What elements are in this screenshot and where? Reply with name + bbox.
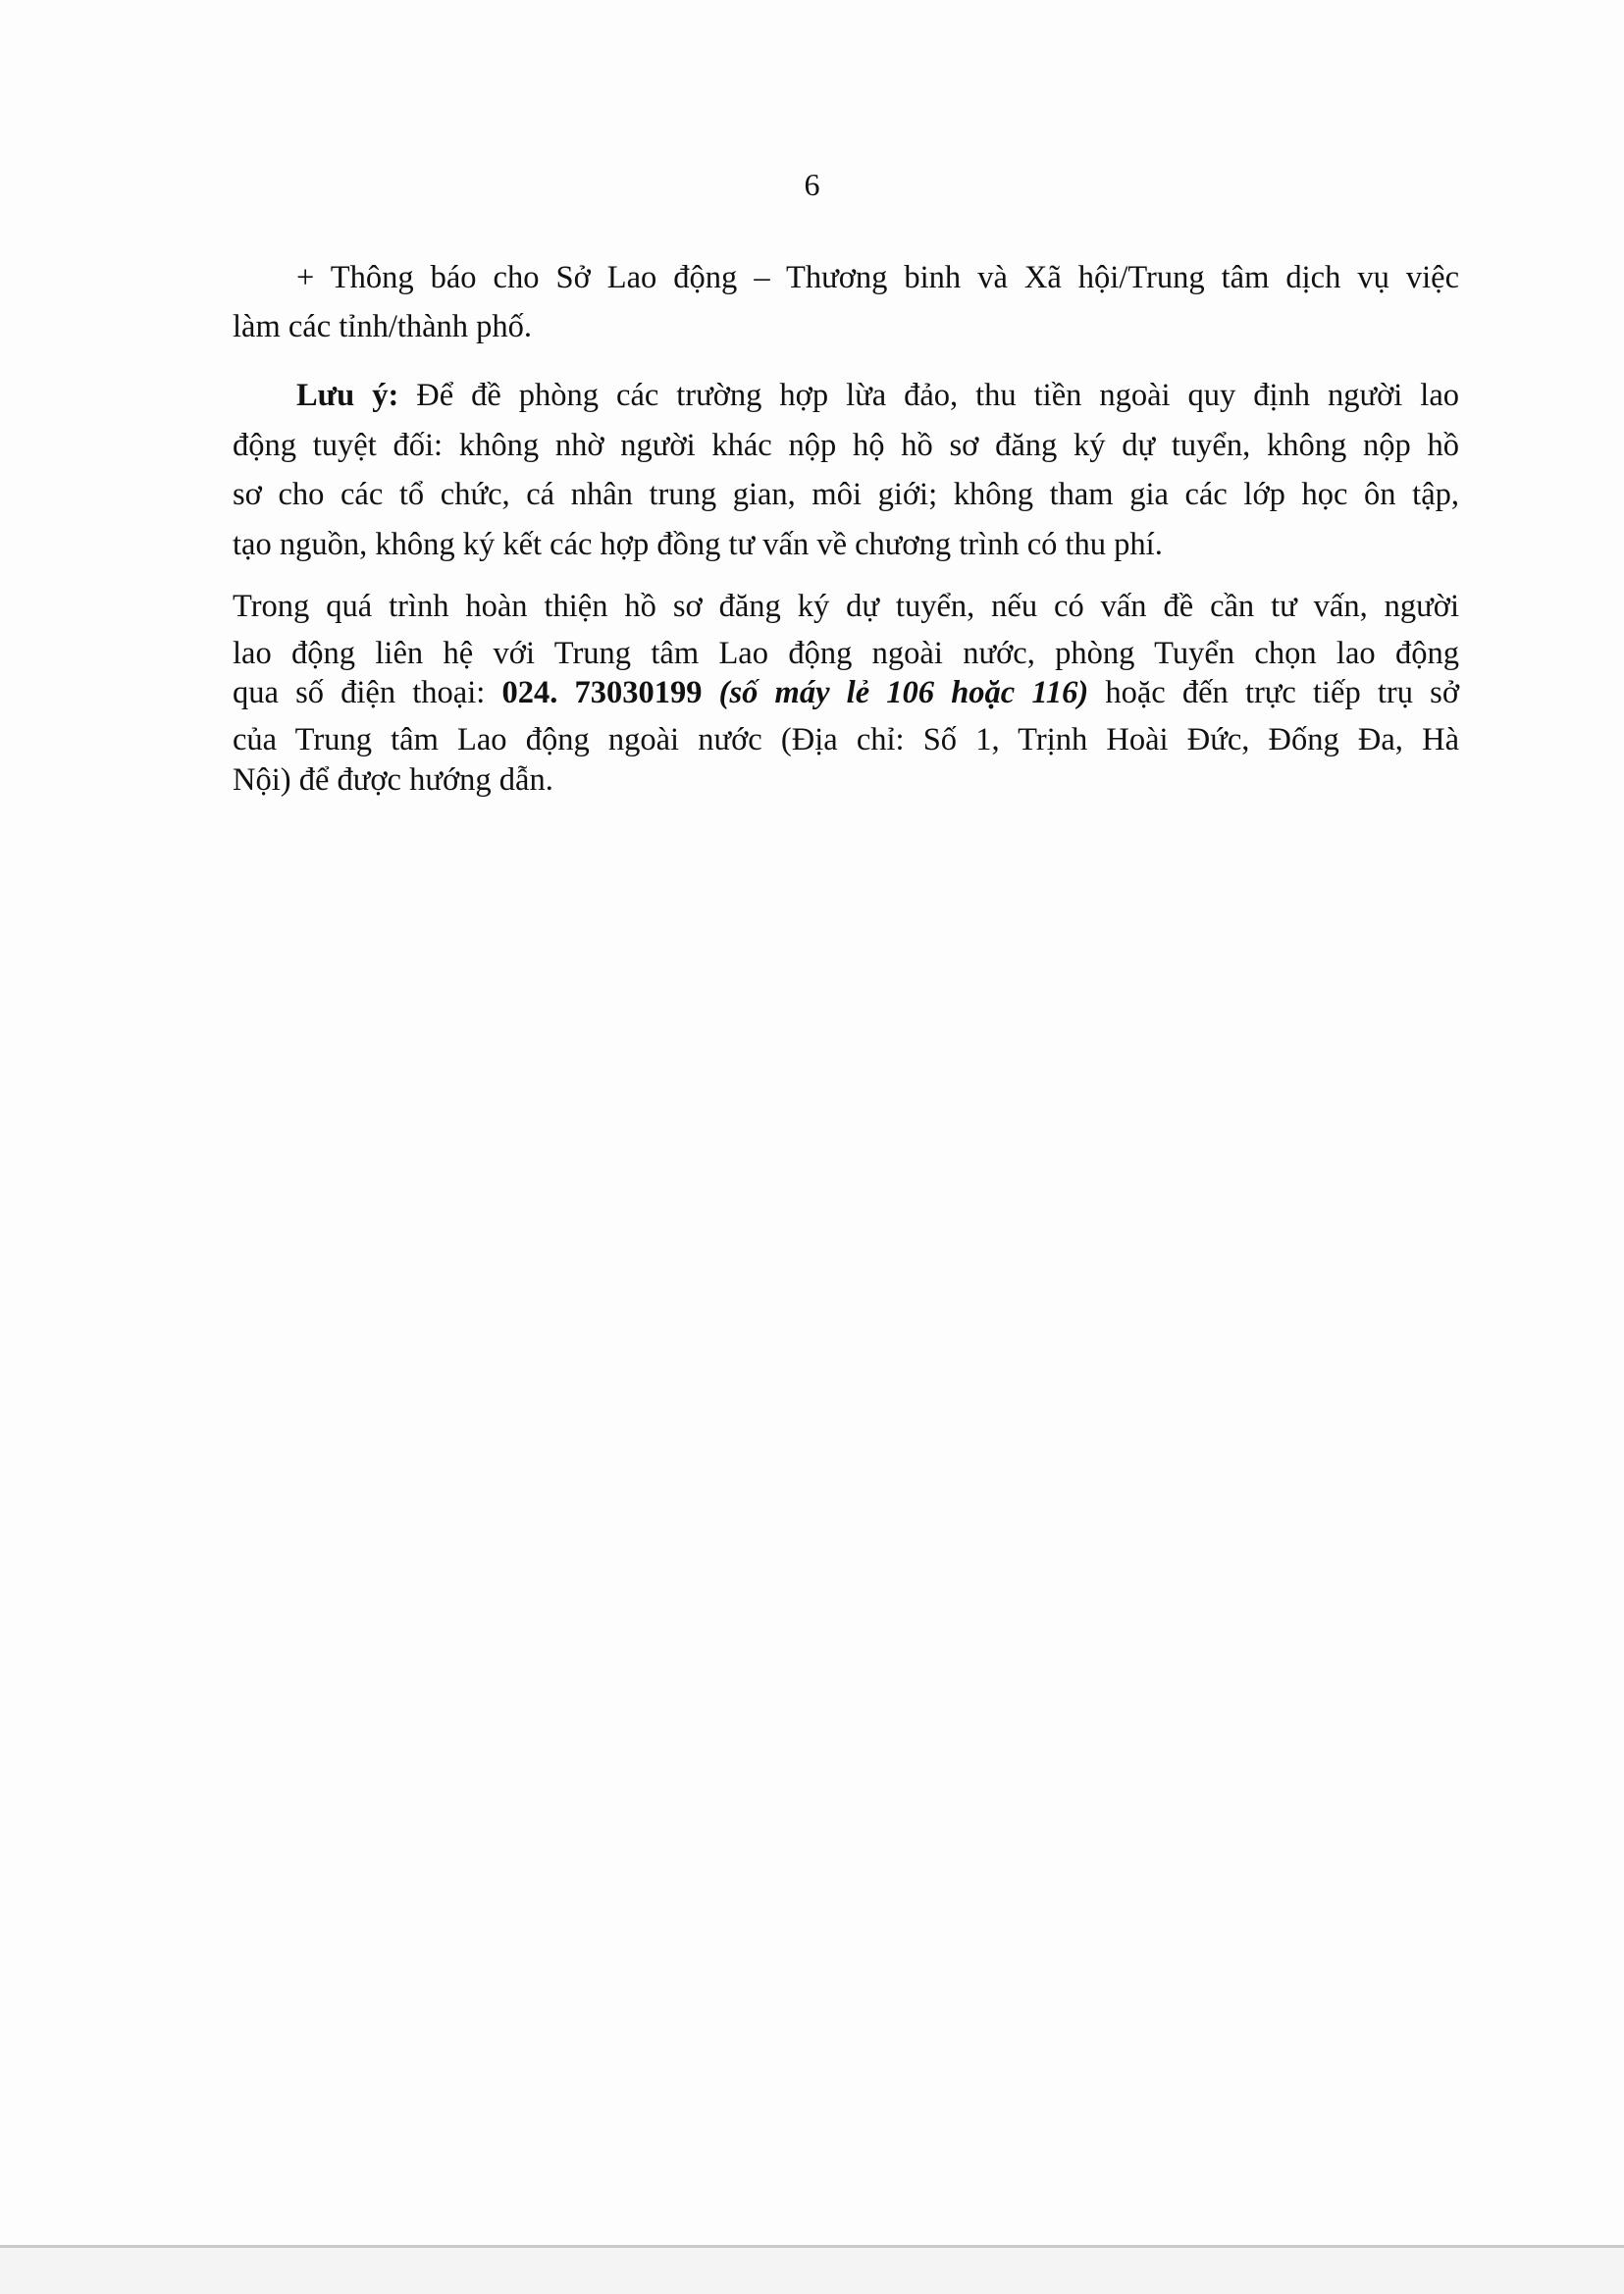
paragraph-1-line-2: làm các tỉnh/thành phố. — [233, 309, 533, 344]
paragraph-3-line-5: Nội) để được hướng dẫn. — [233, 762, 553, 798]
paragraph-3-line-3 — [233, 673, 1459, 712]
paragraph-3-line-4: của Trung tâm Lao động ngoài nước (Địa chỉ: Số 1, Trịnh Hoài Đức, Đống Đa, Hà — [233, 722, 1459, 757]
paragraph-3-line-1: Trong quá trình hoàn thiện hồ sơ đăng ký dự tuyển, nếu có vấn đề cần tư vấn, người — [233, 589, 1459, 624]
phone-number: 024. 73030199 — [501, 675, 703, 710]
paragraph-2-line-2: động tuyệt đối: không nhờ người khác nộp hộ hồ sơ đăng ký dự tuyển, không nộp hồ — [233, 428, 1459, 463]
scan-background — [0, 2248, 1624, 2294]
note-label: Lưu ý: — [296, 378, 399, 413]
paragraph-2-line-1-text: Để đề phòng các trường hợp lừa đảo, thu tiền ngoài quy định người lao — [398, 378, 1460, 413]
page-number: 6 — [804, 167, 820, 202]
paragraph-2-line-1 — [296, 376, 1459, 415]
phone-prefix: qua số điện thoại: — [233, 675, 502, 710]
paragraph-2-line-3: sơ cho các tổ chức, cá nhân trung gian, môi giới; không tham gia các lớp học ôn tập, — [233, 477, 1459, 512]
phone-suffix: hoặc đến trực tiếp trụ sở — [1088, 675, 1460, 710]
paragraph-2-line-4: tạo nguồn, không ký kết các hợp đồng tư vấn về chương trình có thu phí. — [233, 527, 1163, 562]
paragraph-1-line-1: + Thông báo cho Sở Lao động – Thương binh và Xã hội/Trung tâm dịch vụ việc — [296, 260, 1459, 295]
paragraph-3-line-2: lao động liên hệ với Trung tâm Lao động ngoài nước, phòng Tuyển chọn lao động — [233, 636, 1459, 671]
phone-extension: (số máy lẻ 106 hoặc 116) — [718, 675, 1089, 710]
